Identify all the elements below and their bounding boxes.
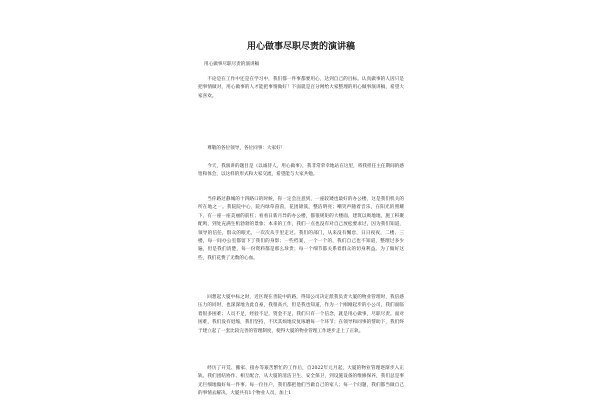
body-paragraph: 今天，我演讲的题目是《以诚待人，用心做事》，我非常荣幸地站在这里，将我担任主任期间的感悟和体会，以这样的形式和大家交流，希望能与大家共勉。 [198,164,404,178]
document-body [198,40,404,400]
document-subtitle: 用心做事尽职尽责的演讲稿 [204,62,260,67]
greeting-line: 尊敬的各位领导，各位同事：大家好！ [207,146,286,151]
body-paragraph: 经历了开荒、搬家、接办等艰苦繁忙的工作后，自2022年元月起，大厦的物业管理逐渐步入正轨。我们团结协作、相互配合，从大厦的清洁卫生、安全保卫，到设施设备的维修保养，我们总是事无巨细地做好每一件事。每一位住户，我们都把他们当做自己的家人；每一个问题，我们都当做自己的事情去解决。大厦共有1个物业人员，加上1 [198,366,404,397]
intro-paragraph: 不论是在工作中还是在学习中，我们都一件事都要用心，达到自己的目标。认真做事的人因只是把事情做对，用心做事的人才能把事情做好！下面就是百分网给大家整理的用心做事演讲稿，希望大家喜欢。 [198,77,404,99]
document-title: 用心做事尽职尽责的演讲稿 [246,42,355,52]
body-paragraph: 回想起大厦中标之时，近区现在善院中的路，得知公司决定派我负责大厦的物业管理时，我倍感压力的同时，也深深地为此自豪，我很高兴，但是我也知道，作为一个刚刚起步的小公司，我们面临着很多困难；人员不足，经验不足，资金不足，我们只有一个信念，就是用心做事，尽职尽责。面对困难，我们没有退缩，我们坚持，不厌其烦地反复琢磨每一个环节；在领导和同事的帮助下，我们终于建立起了一套比较完善的管理制度，使得大厦的物业管理工作逐步走上了正轨。 [198,295,404,334]
body-paragraph: 当你路过静城的十四路口的时候，你一定会注意到，一座较矮也最好的办公楼，这是我们机关的所在地之一。我院院中心，院内绿草茵茵，花团锦簇，整洁明亮；嘲笑声随着音乐，在阳光的照耀下，有一座一座美丽的前杠；看看日新月异的办公楼，都很规矩的大楼面，建筑以吸地地，施工积聚配鸣，到处充满生机勃勃的景象；本来的工作，我们一点也没有对自己放松要求过，因为我们知道，领导的信任，群众的眼光，一次次从手里走过。我们的部门，从来没有懈怠，日日夜夜，二楼、三楼，每一间办公室都留下了我们的身影；一些档案，一个一个的，我们自己也不知道，整理过多少遍，但是我们清楚，每一份资料都是那么珍贵；每一个细节都关系着群众的切身利益。为了做好这些，我们花费了无数的心血。 [198,197,404,261]
